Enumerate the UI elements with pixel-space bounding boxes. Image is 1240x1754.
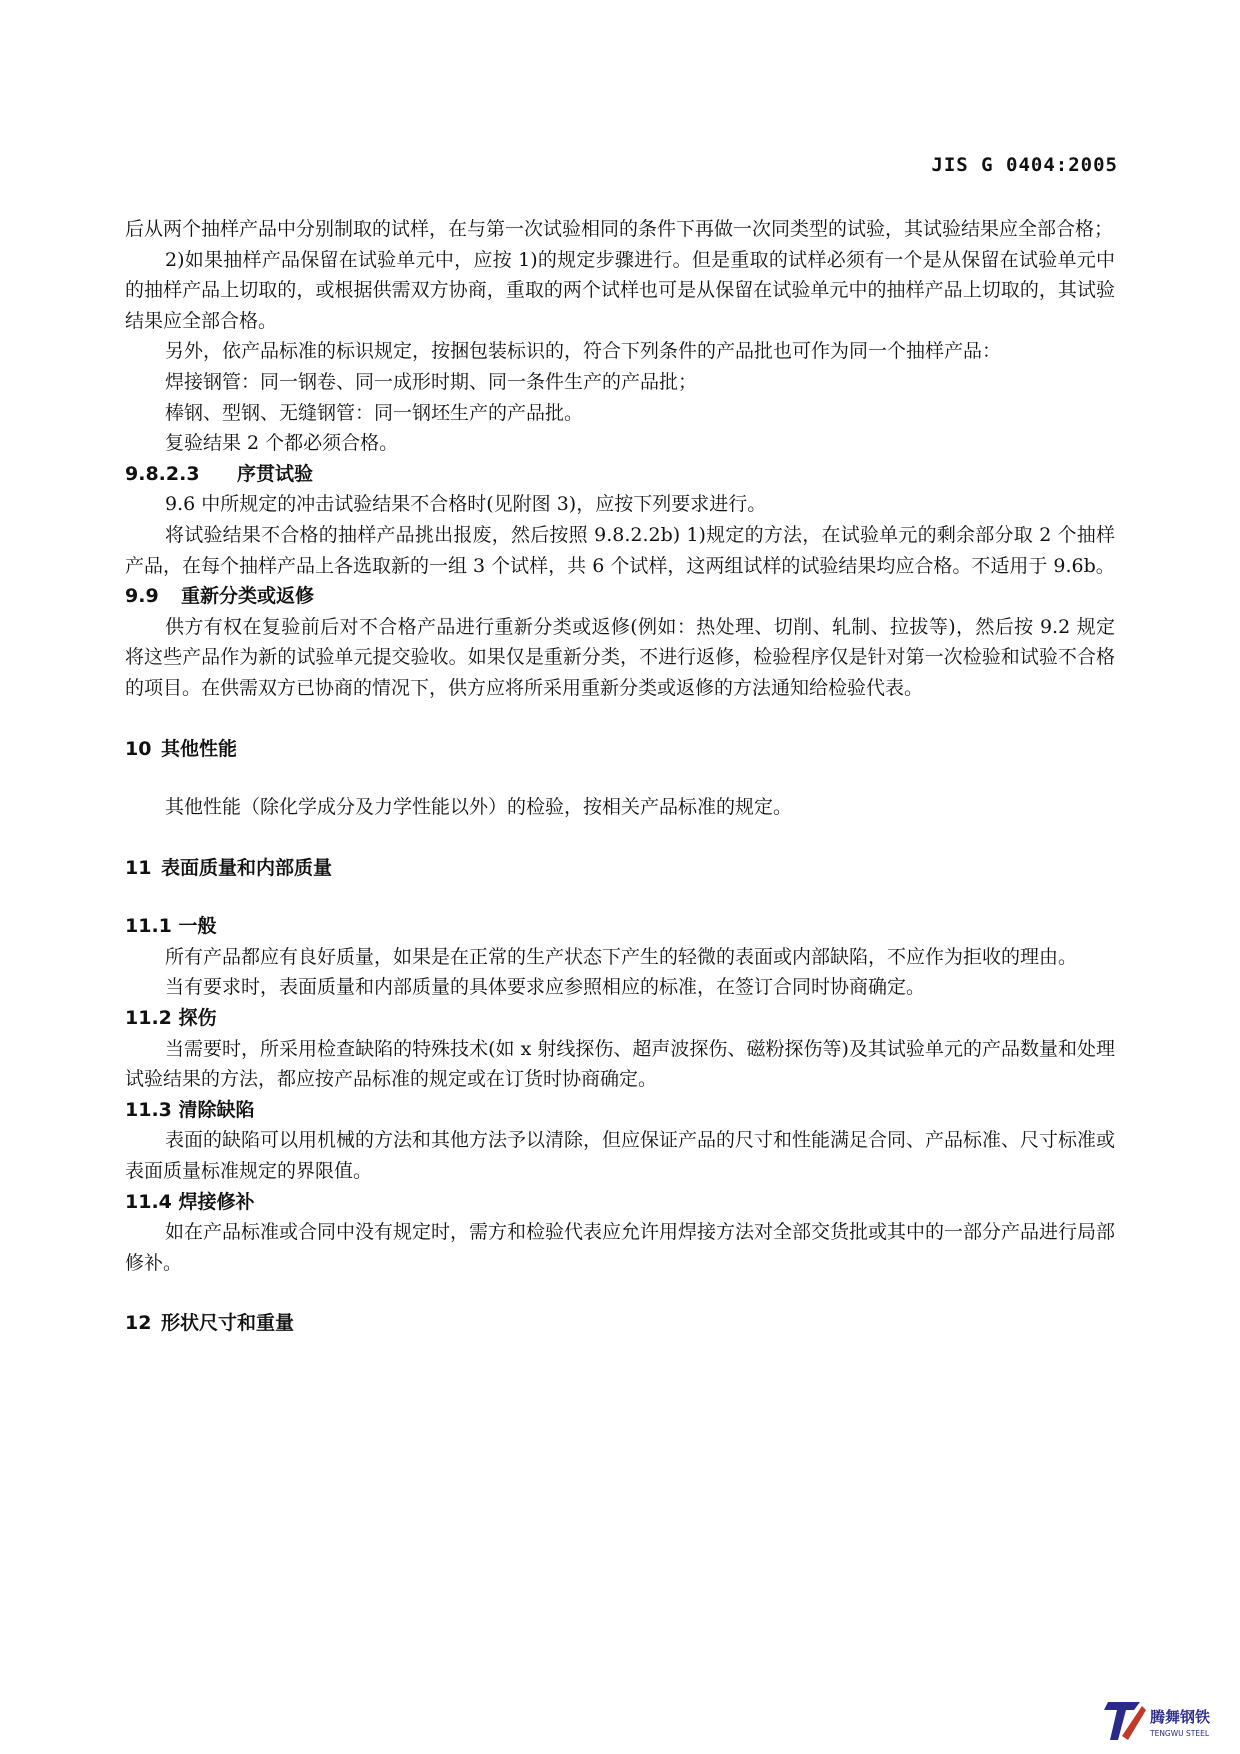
- heading-11-4: [125, 1187, 1115, 1218]
- heading-number: 9.8.2.3: [125, 462, 200, 485]
- paragraph: 棒钢、型钢、无缝钢管：同一钢坯生产的产品批。: [165, 401, 584, 424]
- paragraph: 2)如果抽样产品保留在试验单元中，应按 1)的规定步骤进行。但是重取的试样必须有一个是从保留在试验单元中的抽样产品上切取的，或根据供需双方协商，重取的两个试样也可是从保留在试验单元中的抽样产品上切取的，其试验结果应全部合格。: [125, 248, 1115, 332]
- heading-12: [125, 1308, 1115, 1339]
- heading-number: 11.1: [125, 915, 172, 938]
- standard-code: JIS G 0404:2005: [931, 154, 1118, 176]
- heading-number: 11.4: [125, 1190, 172, 1213]
- heading-10: [125, 734, 1115, 765]
- paragraph: 另外，依产品标准的标识规定，按捆包装标识的，符合下列条件的产品批也可作为同一个抽样产品：: [165, 340, 1002, 363]
- tengwu-logo-icon: [1104, 1702, 1146, 1740]
- heading-title: 焊接修补: [178, 1190, 255, 1213]
- paragraph: 9.6 中所规定的冲击试验结果不合格时(见附图 3)，应按下列要求进行。: [165, 493, 767, 516]
- paragraph: 其他性能（除化学成分及力学性能以外）的检验，按相关产品标准的规定。: [165, 796, 793, 819]
- paragraph: 当有要求时，表面质量和内部质量的具体要求应参照相应的标准，在签订合同时协商确定。: [165, 976, 926, 999]
- heading-title: 探伤: [178, 1007, 217, 1030]
- paragraph: 所有产品都应有良好质量，如果是在正常的生产状态下产生的轻微的表面或内部缺陷，不应作为拒收的理由。: [165, 945, 1078, 968]
- heading-title: 形状尺寸和重量: [161, 1312, 295, 1335]
- paragraph: 表面的缺陷可以用机械的方法和其他方法予以清除，但应保证产品的尺寸和性能满足合同、产品标准、尺寸标准或表面质量标准规定的界限值。: [125, 1129, 1116, 1183]
- heading-11-2: [125, 1003, 1115, 1034]
- tengwu-logo: [1104, 1696, 1226, 1746]
- heading-number: 11.2: [125, 1007, 172, 1030]
- heading-title: 表面质量和内部质量: [161, 856, 333, 879]
- heading-title: 其他性能: [161, 737, 238, 760]
- heading-11-3: [125, 1095, 1115, 1126]
- paragraph: 当需要时，所采用检查缺陷的特殊技术(如 x 射线探伤、超声波探伤、磁粉探伤等)及其试验单元的产品数量和处理试验结果的方法，都应按产品标准的规定或在订货时协商确定。: [125, 1037, 1115, 1091]
- heading-title: 一般: [178, 915, 217, 938]
- paragraph: 后从两个抽样产品中分别制取的试样，在与第一次试验相同的条件下再做一次同类型的试验，其试验结果应全部合格；: [125, 218, 1114, 240]
- heading-title: 重新分类或返修: [181, 585, 315, 608]
- document-body: [125, 214, 1115, 1339]
- paragraph: 如在产品标准或合同中没有规定时，需方和检验代表应允许用焊接方法对全部交货批或其中的一部分产品进行局部修补。: [125, 1221, 1116, 1274]
- heading-number: 12: [125, 1312, 152, 1335]
- heading-number: 9.9: [125, 585, 159, 608]
- paragraph: 焊接钢管：同一钢卷、同一成形时期、同一条件生产的产品批；: [165, 370, 698, 393]
- logo-name-cn: 腾舞钢铁: [1150, 1708, 1211, 1726]
- heading-9-8-2-3: [125, 459, 1115, 490]
- heading-number: 11.3: [125, 1098, 172, 1121]
- heading-11: [125, 853, 1115, 884]
- heading-number: 10: [125, 737, 152, 760]
- paragraph: 供方有权在复验前后对不合格产品进行重新分类或返修(例如：热处理、切削、轧制、拉拔等)，然后按 9.2 规定将这些产品作为新的试验单元提交验收。如果仅是重新分类，不进行返修，检验程序仅是针对第一次检验和试验不合格的项目。在供需双方已协商的情况下，供方应将所采用重新分类或返修的方法通知给检验代表。: [125, 615, 1115, 699]
- paragraph: 复验结果 2 个都必须合格。: [165, 432, 399, 455]
- heading-number: 11: [125, 856, 152, 879]
- heading-9-9: [125, 581, 1115, 612]
- logo-name-en: TENGWU STEEL: [1150, 1729, 1210, 1738]
- paragraph: 将试验结果不合格的抽样产品挑出报废，然后按照 9.8.2.2b) 1)规定的方法，在试验单元的剩余部分取 2 个抽样产品，在每个抽样产品上各选取新的一组 3 个试样，共 6 个试样，这两组试样的试验结果均应合格。不适用于 9.6b。: [125, 523, 1115, 577]
- heading-title: 清除缺陷: [178, 1098, 255, 1121]
- heading-11-1: [125, 911, 1115, 942]
- heading-title: 序贯试验: [237, 462, 314, 485]
